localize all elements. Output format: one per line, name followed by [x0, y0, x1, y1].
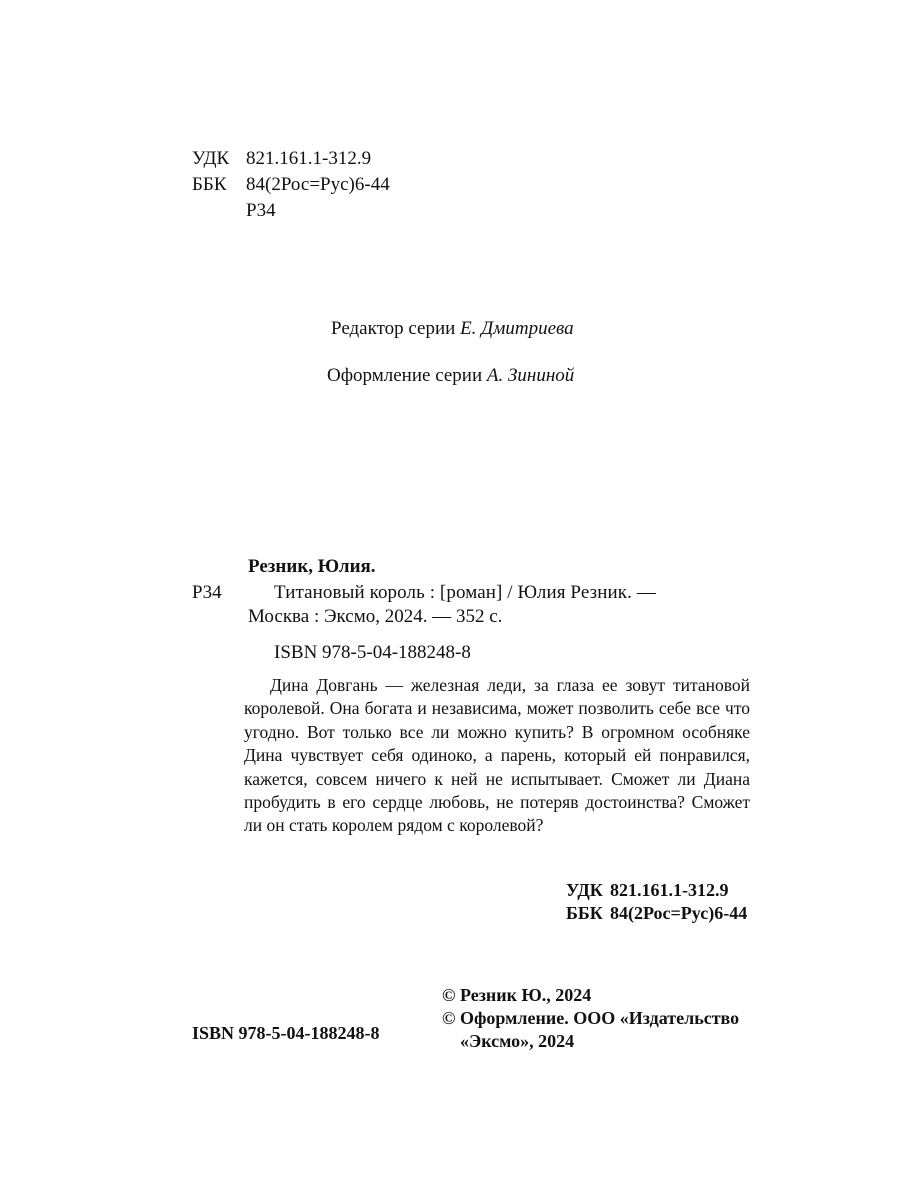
series-editor-name: Е. Дмитриева	[460, 318, 574, 339]
isbn-footer: ISBN 978-5-04-188248-8	[192, 1023, 380, 1043]
udk-value: 821.161.1-312.9	[246, 148, 372, 169]
series-design-name: А. Зининой	[486, 365, 575, 386]
annotation-paragraph: Дина Довгань — железная леди, за глаза ее зовут титановой королевой. Она богата и независима, может позволить себе все что угодно. Вот только все ли можно купить? В огромном особняке Дина чувствует себя одиноко, а парень, который ей понравился, кажется, совсем ничего к ней не испытывает. Сможет ли Диана пробудить в его сердце любовь, не потеряв достоинства? Сможет ли он стать королем рядом с королевой?	[244, 675, 750, 836]
copyright-design-line-2: «Эксмо», 2024	[460, 1031, 575, 1051]
title-line-1: Титановый король : [роман] / Юлия Резник. —	[274, 582, 656, 603]
copyright-author: © Резник Ю., 2024	[442, 985, 592, 1005]
bbk-label-bottom: ББК	[566, 903, 603, 923]
series-design-prefix: Оформление серии	[327, 365, 483, 386]
author-heading: Резник, Юлия.	[248, 556, 376, 577]
series-design-line	[327, 364, 574, 388]
udk-label-bottom: УДК	[566, 880, 603, 900]
bbk-value: 84(2Рос=Рус)6-44	[246, 174, 390, 195]
bbk-label: ББК	[192, 174, 227, 195]
series-editor-prefix: Редактор серии	[331, 318, 456, 339]
series-editor-line	[331, 317, 574, 341]
isbn-card: ISBN 978-5-04-188248-8	[274, 642, 471, 663]
udk-value-bottom: 821.161.1-312.9	[610, 880, 729, 900]
author-mark-card: Р34	[192, 582, 222, 603]
title-line-2: Москва : Эксмо, 2024. — 352 с.	[248, 606, 503, 627]
author-mark-top: Р34	[246, 200, 276, 221]
copyright-design-line-1: © Оформление. ООО «Издательство	[442, 1008, 740, 1028]
bbk-value-bottom: 84(2Рос=Рус)6-44	[610, 903, 748, 923]
udk-label: УДК	[192, 148, 230, 169]
